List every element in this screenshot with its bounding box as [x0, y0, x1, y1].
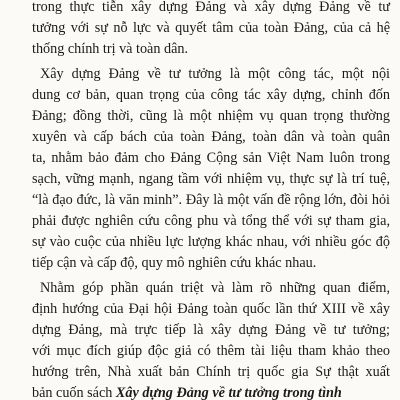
text-line: hướng trên, Nhà xuất bản Chính trị quốc gia Sự thật xuất: [32, 364, 390, 380]
text-line: sạch, vững mạnh, ngang tầm với nhiệm vụ, thực sự là trí tuệ,: [32, 171, 390, 187]
text-run: bản cuốn sách: [32, 385, 116, 400]
text-line: sự vào cuộc của nhiều lực lượng khác nhau, với nhiều góc độ: [32, 234, 390, 250]
book-title-emphasis: Xây dựng Đảng về tư tưởng trong tình: [115, 385, 342, 400]
text-line: dung cơ bản, quan trọng của công tác xây dựng, chỉnh đốn: [32, 87, 390, 103]
text-line: trong thực tiễn xây dựng Đảng và xây dựng Đảng về tư: [32, 0, 390, 15]
text-line: dựng Đảng, mà trực tiếp là xây dựng Đảng về tư tưởng;: [32, 322, 390, 338]
text-line: Đảng; đồng thời, cũng là một nhiệm vụ quan trọng thường: [32, 108, 390, 124]
text-line: thống chính trị và toàn dân.: [32, 41, 189, 57]
text-line: Nhằm góp phần quán triệt và làm rõ những quan điểm,: [40, 280, 390, 296]
text-line: tưởng với sự nỗ lực và quyết tâm của toàn Đảng, của cả hệ: [32, 20, 390, 36]
text-line: Xây dựng Đảng về tư tưởng là một công tác, một nội: [40, 66, 390, 82]
text-line: với mục đích giúp độc giả có thêm tài liệu tham khảo theo: [32, 343, 390, 359]
text-line: “là đạo đức, là văn minh”. Đây là một vấn đề rộng lớn, đòi hỏi: [32, 192, 390, 208]
text-line: [32, 383, 390, 400]
text-line: tiếp cận và cấp độ, quy mô nghiên cứu khác nhau.: [32, 255, 317, 271]
text-line: ta, nhằm bảo đảm cho Đảng Cộng sản Việt Nam luôn trong: [32, 150, 390, 166]
text-line: phải được nghiên cứu công phu và tổng thể với sự tham gia,: [32, 213, 390, 229]
text-line: xuyên và cấp bách của toàn Đảng, toàn dân và toàn quân: [32, 129, 390, 145]
text-line: định hướng của Đại hội Đảng toàn quốc lần thứ XIII về xây: [32, 301, 390, 317]
